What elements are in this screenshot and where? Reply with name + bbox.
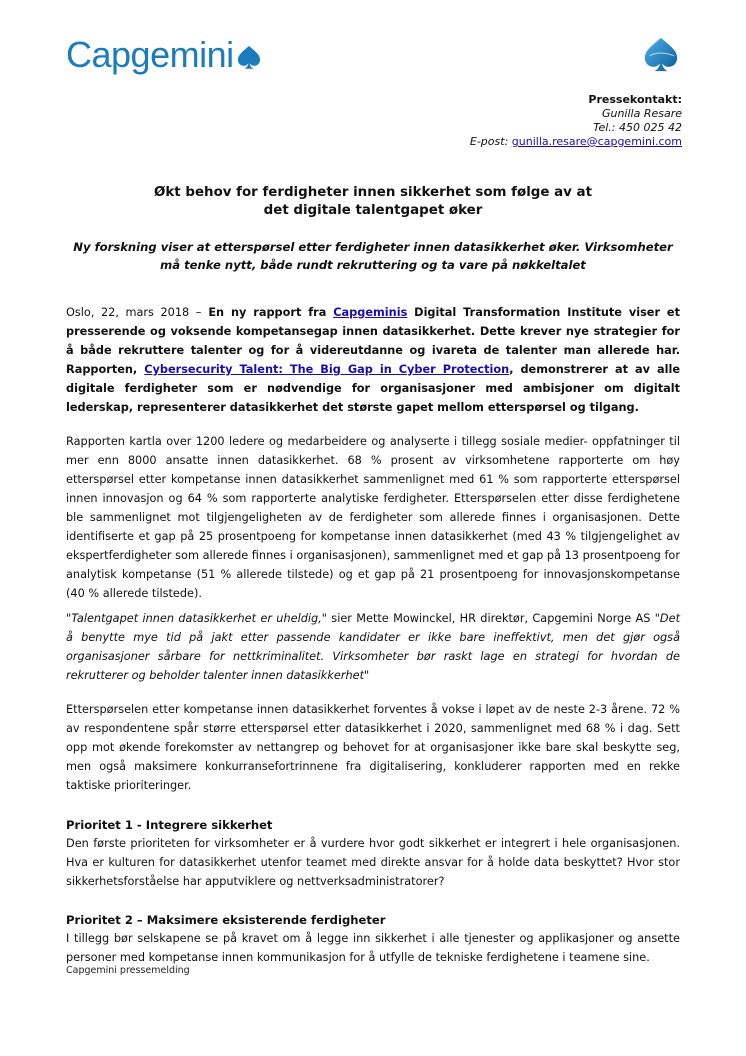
lead-text-1: En ny rapport fra: [201, 306, 334, 319]
paragraph-survey: Rapporten kartla over 1200 ledere og medarbeidere og analyserte i tillegg sosiale medier- oppfatninger til mer enn 8000 ansatte innen datasikkerhet. 68 % prosent av virksomhetene rapporterte om høy etterspørsel etter kompetanse innen datasikkerhet sammenlignet med 61 % som rapporterte etterspørsel innen innovasjon og 64 % som rapporterte analytiske ferdigheter. Etterspørselen etter disse ferdighetene ble sammenlignet mot tilgjengeligheten av de ferdigheter som allerede finnes i organisasjonen. Dette identifiserte et gap på 25 prosentpoeng for kompetanse innen datasikkerhet (med 43 % tilgjengelighet av ekspertferdigheter som allerede finnes i organisasjonen), sammenlignet med et gap på 13 prosentpoeng for analytisk kompetanse (51 % allerede tilstede) og et gap på 21 prosentpoeng for innovasjonskompetanse (40 % allerede tilstede).: [66, 435, 680, 600]
lead-paragraph: [66, 303, 680, 417]
contact-email-label: E-post:: [469, 135, 509, 148]
contact-phone: Tel.: 450 025 42: [593, 121, 682, 134]
capgemini-link[interactable]: Capgeminis: [333, 306, 408, 319]
press-release-subtitle: Ny forskning viser at etterspørsel etter ferdigheter innen datasikkerhet øker. Virksomheter må tenke nytt, både rundt rekruttering og ta vare på nøkkeltalet: [73, 240, 673, 272]
lead-text-2: Digital Transformation Institute viser et presserende og voksende kompetansegap innen datasikkerhet. Dette krever nye strategier for å både rekruttere talenter og for å videreutdanne og ivareta de talenter man allerede har. Rapporten,: [66, 306, 680, 376]
report-link[interactable]: Cybersecurity Talent: The Big Gap in Cyber Protection: [144, 363, 510, 376]
contact-email-row: [470, 135, 682, 149]
lead-text-3: , demonstrerer at av alle digitale ferdigheter som er nødvendige for organisasjoner med ambisjoner om digitalt lederskap, representerer datasikkerhet det største gapet mellom etterspørsel og tilgang.: [66, 363, 680, 414]
quote-part-2: "Det å benytte mye tid på jakt etter passende kandidater er ikke bare ineffektivt, men det gjør også organisasjoner sårbare for nettkriminalitet. Virksomheter bør raskt lage en strategi for hvordan de rekrutterer og beholder talenter innen datasikkerhet": [66, 612, 681, 682]
priority-1-text: Den første prioriteten for virksomheter er å vurdere hvor godt sikkerhet er integrert i hele organisasjonen. Hva er kulturen for datasikkerhet utenfor teamet med direkte ansvar for å holde data beskyttet? Hvor stor sikkerhetsforståelse har apputviklere og nettverksadministratorer?: [66, 837, 680, 888]
priority-2-heading: Prioritet 2 – Maksimere eksisterende ferdigheter: [66, 913, 386, 927]
title-line-1: Økt behov for ferdigheter innen sikkerhet som følge av at: [154, 185, 592, 200]
contact-title: Pressekontakt:: [588, 93, 682, 106]
press-release-title: [70, 184, 676, 220]
spade-emblem-icon: [642, 35, 680, 73]
priority-2-text: I tillegg bør selskapene se på kravet om å legge inn sikkerhet i alle tjenester og applikasjoner og ansette personer med kompetanse innen kommunikasjon for å utfylle de tekniske ferdighetene i teamene sine.: [66, 932, 680, 964]
contact-email-link[interactable]: gunilla.resare@capgemini.com: [511, 135, 682, 148]
spade-logo-icon: [236, 44, 262, 70]
dateline: Oslo, 22, mars 2018 –: [66, 306, 202, 319]
contact-name: Gunilla Resare: [601, 107, 682, 120]
priority-1-heading: Prioritet 1 - Integrere sikkerhet: [66, 818, 273, 832]
page-footer: Capgemini pressemelding: [66, 965, 190, 976]
paragraph-forecast: Etterspørselen etter kompetanse innen datasikkerhet forventes å vokse i løpet av de neste 2-3 årene. 72 % av respondentene spår større etterspørsel etter datasikkerhet i 2020, sammenlignet med 68 % i dag. Sett opp mot økende forekomster av nettangrep og behovet for at organisasjoner ikke bare skal beskytte seg, men også maksimere konkurransefortrinnene fra digitalisering, konkluderer rapporten med en rekke taktiske prioriteringer.: [66, 703, 680, 792]
logo-text: Capgemini: [66, 34, 234, 75]
paragraph-quote: [66, 609, 680, 685]
title-line-2: det digitale talentgapet øker: [263, 203, 483, 218]
capgemini-logo: [66, 34, 262, 76]
quote-attribution: sier Mette Mowinckel, HR direktør, Capgemini Norge AS: [326, 612, 655, 625]
quote-part-1: "Talentgapet innen datasikkerhet er uheldig,": [66, 612, 327, 625]
press-contact: [470, 93, 682, 149]
